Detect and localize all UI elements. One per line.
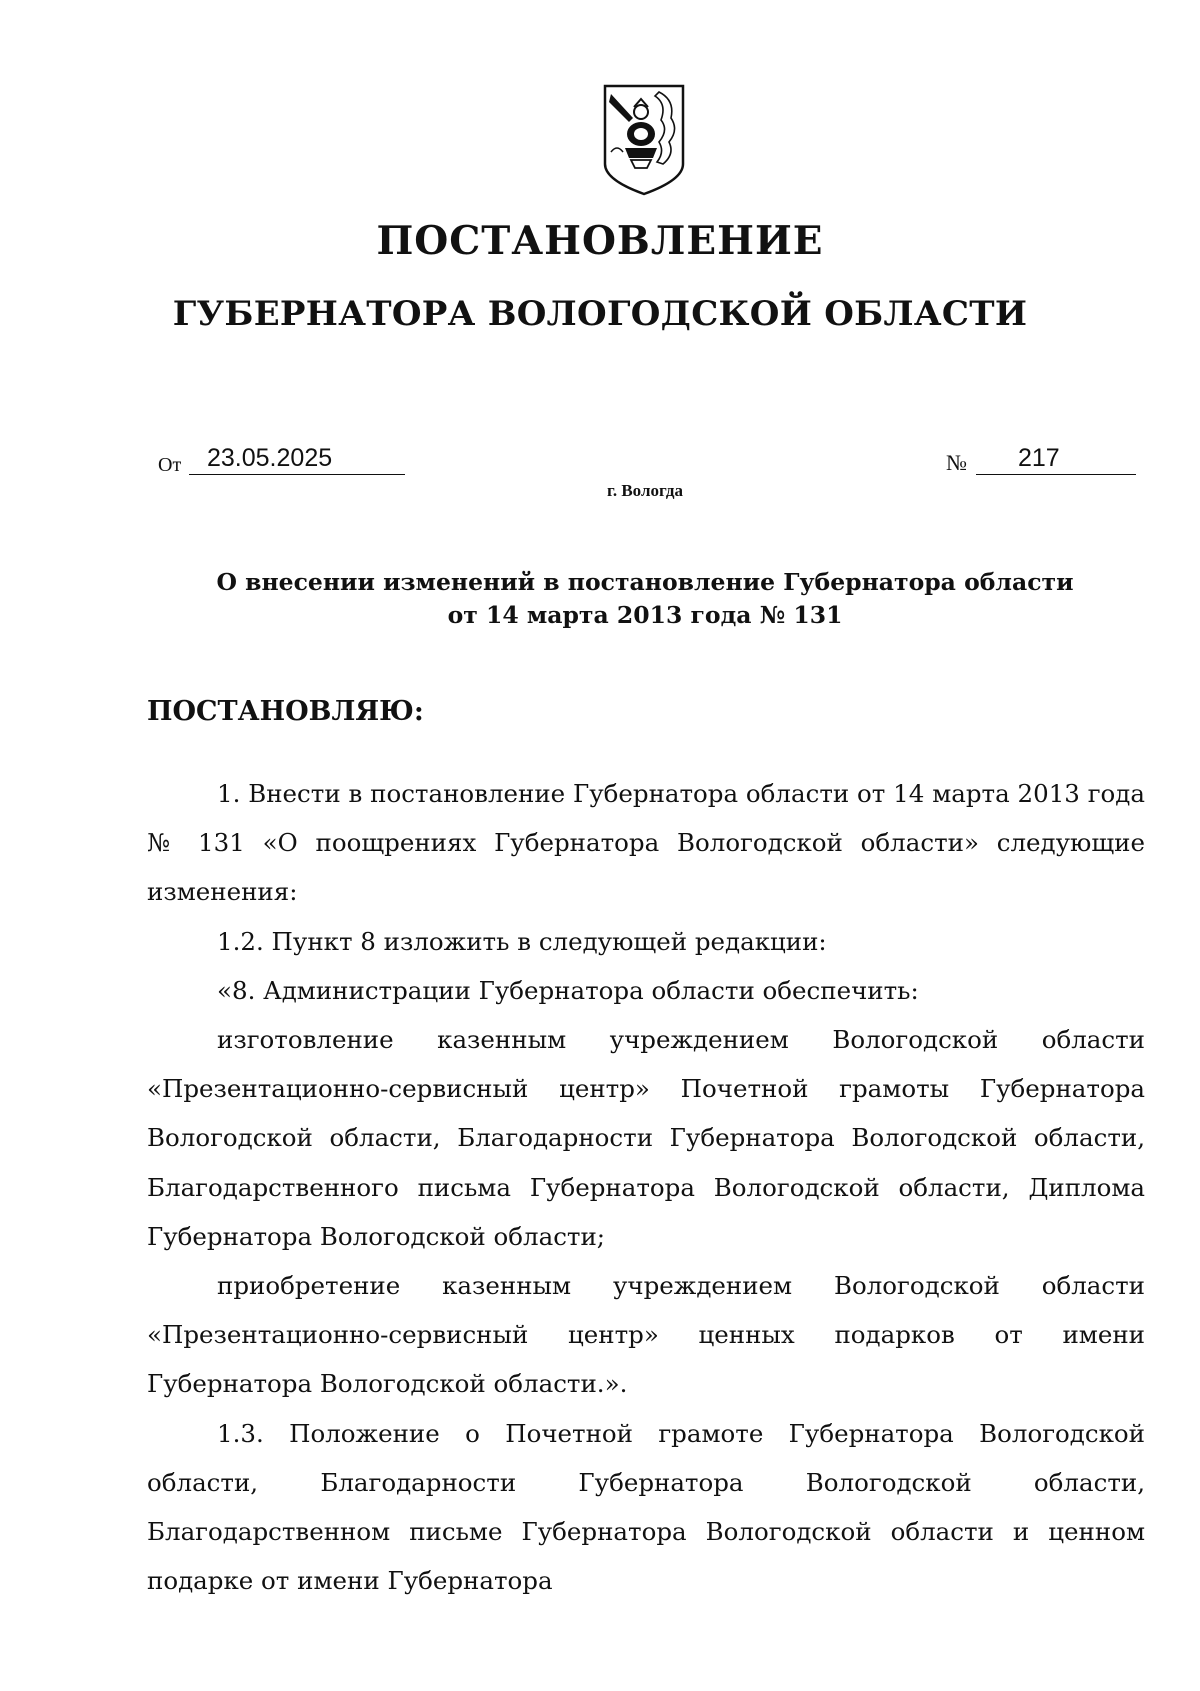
document-body	[147, 769, 1145, 1605]
document-issuer: ГУБЕРНАТОРА ВОЛОГОДСКОЙ ОБЛАСТИ	[172, 294, 1028, 334]
paragraph-manufacture: изготовление казенным учреждением Вологодской области «Презентационно-сервисный центр» Почетной грамоты Губернатора Вологодской области, Благодарности Губернатора Вологодской области, Благодарственного письма Губернатора Вологодской области, Диплома Губернатора Вологодской области;	[147, 1025, 1145, 1251]
document-number: 217	[976, 442, 1136, 475]
paragraph-1: 1. Внести в постановление Губернатора области от 14 марта 2013 года № 131 «О поощрениях Губернатора Вологодской области» следующие изменения:	[147, 779, 1145, 907]
document-city: г. Вологда	[607, 481, 683, 500]
document-subject	[0, 566, 1200, 632]
document-date: 23.05.2025	[189, 442, 405, 475]
paragraph-purchase: приобретение казенным учреждением Вологодской области «Презентационно-сервисный центр» ценных подарков от имени Губернатора Вологодской области.».	[147, 1271, 1145, 1399]
date-prefix: От	[158, 454, 182, 476]
subject-line-1: О внесении изменений в постановление Губернатора области	[216, 568, 1074, 596]
paragraph-quote-8: «8. Администрации Губернатора области обеспечить:	[217, 975, 919, 1005]
paragraph-1-2: 1.2. Пункт 8 изложить в следующей редакции:	[217, 926, 827, 956]
number-prefix: №	[946, 450, 967, 475]
subject-line-2: от 14 марта 2013 года № 131	[447, 601, 843, 629]
coat-of-arms-icon	[601, 82, 687, 196]
paragraph-1-3: 1.3. Положение о Почетной грамоте Губернатора Вологодской области, Благодарности Губернатора Вологодской области, Благодарственном письме Губернатора Вологодской области и ценном подарке от имени Губернатора	[147, 1418, 1145, 1596]
decree-heading: ПОСТАНОВЛЯЮ:	[147, 696, 424, 727]
document-title: ПОСТАНОВЛЕНИЕ	[376, 218, 824, 264]
